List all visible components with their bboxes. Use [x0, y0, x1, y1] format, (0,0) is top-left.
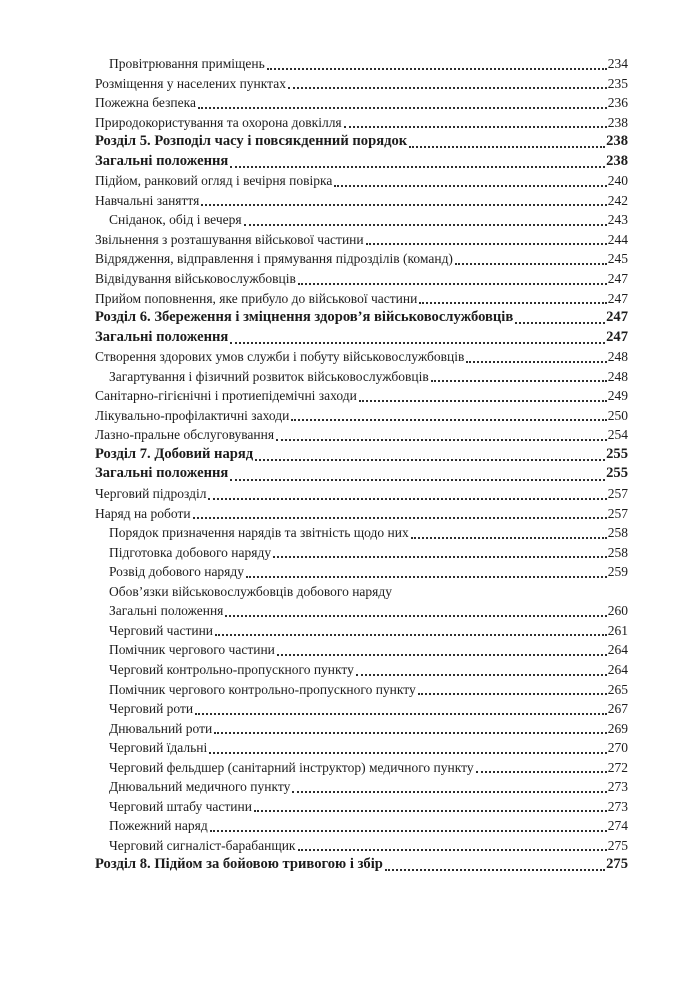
toc-leader-dots: [198, 107, 607, 109]
toc-page-number: 259: [607, 564, 628, 580]
toc-leader-dots: [385, 869, 605, 871]
toc-page-number: 258: [607, 544, 628, 560]
toc-entry: [95, 777, 628, 797]
toc-entry: [95, 249, 628, 269]
toc-entry: [95, 797, 628, 817]
toc-page-number: 254: [607, 427, 628, 443]
toc-page-number: 248: [607, 368, 628, 384]
toc-entry: [95, 758, 628, 778]
toc-entry-label: Розділ 5. Розподіл часу і повсякденний порядок: [95, 133, 408, 150]
toc-entry-label: Відвідування військовослужбовців: [95, 271, 296, 287]
toc-entry: [95, 113, 628, 133]
toc-entry-label: Загальні положення: [95, 465, 229, 482]
toc-entry-label: Звільнення з розташування військової частини: [95, 231, 364, 247]
toc-entry-label: Пожежна безпека: [95, 95, 196, 111]
toc-page-number: 257: [607, 486, 628, 502]
toc-leader-dots: [230, 166, 605, 168]
toc-entry: [95, 269, 628, 289]
toc-entry: [95, 367, 628, 387]
toc-entry: [95, 699, 628, 719]
toc-entry: [95, 836, 628, 856]
toc-entry: [95, 93, 628, 113]
toc-leader-dots: [214, 732, 607, 734]
toc-leader-dots: [298, 283, 607, 285]
toc-leader-dots: [298, 849, 607, 851]
toc-entry-label: Підготовка добового наряду: [109, 544, 272, 560]
toc-leader-dots: [244, 224, 607, 226]
toc-page-number: 247: [606, 309, 628, 326]
toc-leader-dots: [515, 322, 605, 324]
toc-entry: [95, 308, 628, 328]
toc-page-number: 258: [607, 525, 628, 541]
toc-entry-label: Черговий штабу частини: [109, 798, 252, 814]
toc-entry-label: Загартування і фізичний розвиток військовослужбовців: [109, 368, 429, 384]
toc-entry-label: Розділ 8. Підйом за бойовою тривогою і збір: [95, 856, 383, 873]
toc-leader-dots: [230, 342, 605, 344]
toc-entry: [95, 132, 628, 152]
toc-entry: [95, 191, 628, 211]
toc-page-number: 249: [607, 388, 628, 404]
toc-leader-dots: [476, 771, 607, 773]
toc-page-number: 234: [607, 56, 628, 71]
toc-entry: [95, 74, 628, 94]
toc-leader-dots: [455, 263, 607, 265]
toc-entry: [95, 680, 628, 700]
toc-leader-dots: [193, 517, 607, 519]
toc-leader-dots: [409, 146, 605, 148]
toc-entry-label: Наряд на роботи: [95, 505, 191, 521]
toc-page-number: 255: [606, 465, 628, 482]
toc-leader-dots: [215, 634, 607, 636]
toc-entry: [95, 464, 628, 484]
toc-page-number: 265: [607, 681, 628, 697]
toc-entry-label: Черговий фельдшер (санітарний інструктор) медичного пункту: [109, 759, 474, 775]
toc-page-number: 267: [607, 701, 628, 717]
toc-entry-label: Розділ 6. Збереження і зміцнення здоров’я військовослужбовців: [95, 309, 514, 326]
toc-page-number: 238: [606, 133, 628, 150]
toc-entry-label: Створення здорових умов служби і побуту військовослужбовців: [95, 349, 465, 365]
toc-page-number: 274: [607, 818, 628, 834]
toc-entry-label: Пожежний наряд: [109, 818, 208, 834]
toc-entry: [95, 601, 628, 621]
toc-page-number: 248: [607, 349, 628, 365]
toc-entry: [95, 406, 628, 426]
toc-leader-dots: [359, 400, 607, 402]
toc-entry: [95, 152, 628, 172]
toc-entry-label: Санітарно-гігієнічні і протиепідемічні заходи: [95, 388, 357, 404]
toc-leader-dots: [208, 498, 606, 500]
toc-page-number: 260: [607, 603, 628, 619]
toc-leader-dots: [344, 126, 607, 128]
toc-entry-label: Природокористування та охорона довкілля: [95, 114, 342, 130]
toc-leader-dots: [230, 479, 605, 481]
toc-page-number: 247: [607, 290, 628, 306]
toc-page-number: 247: [607, 271, 628, 287]
toc-entry-label: Навчальні заняття: [95, 192, 200, 208]
toc-entry-label: Розділ 7. Добовий наряд: [95, 445, 254, 462]
toc-entry-label: Прийом поповнення, яке прибуло до військової частини: [95, 290, 418, 306]
toc-leader-dots: [201, 204, 606, 206]
toc-entry: [95, 484, 628, 504]
toc-leader-dots: [254, 810, 607, 812]
toc-page-number: 275: [606, 856, 628, 873]
toc-leader-dots: [466, 361, 606, 363]
toc-entry: [95, 855, 628, 875]
toc-page-number: 236: [607, 95, 628, 111]
toc-leader-dots: [255, 459, 605, 461]
toc-entry: [95, 562, 628, 582]
toc-entry: [95, 621, 628, 641]
toc-entry-label: Загальні положення: [109, 603, 224, 619]
toc-page-number: 235: [607, 75, 628, 91]
toc-leader-dots: [246, 576, 607, 578]
toc-leader-dots: [356, 674, 607, 676]
toc-entry: [95, 347, 628, 367]
toc-entry: [95, 386, 628, 406]
toc-leader-dots: [273, 556, 607, 558]
toc-page-number: 261: [607, 622, 628, 638]
toc-entry-label: Підйом, ранковий огляд і вечірня повірка: [95, 173, 333, 189]
toc-leader-dots: [277, 654, 607, 656]
toc-page-number: 243: [607, 212, 628, 228]
toc-entry-label: Порядок призначення нарядів та звітність щодо них: [109, 525, 409, 541]
toc-page-number: 244: [607, 231, 628, 247]
toc-entry: [95, 54, 628, 74]
toc-entry: [95, 543, 628, 563]
toc-page-number: 245: [607, 251, 628, 267]
toc-entry: [95, 719, 628, 739]
toc-entry: [95, 504, 628, 524]
toc-leader-dots: [418, 693, 607, 695]
toc-leader-dots: [366, 243, 607, 245]
toc-leader-dots: [288, 87, 607, 89]
toc-leader-dots: [276, 439, 607, 441]
toc-entry-label: Черговий їдальні: [109, 740, 208, 756]
toc-page-number: 264: [607, 642, 628, 658]
toc-entry-label: Днювальний роти: [109, 720, 213, 736]
toc-leader-dots: [419, 302, 606, 304]
toc-leader-dots: [209, 752, 606, 754]
toc-entry: [95, 171, 628, 191]
toc-entry-label: Черговий частини: [109, 622, 214, 638]
toc-page-number: 238: [607, 114, 628, 130]
toc-entry: [95, 640, 628, 660]
toc-leader-dots: [431, 380, 607, 382]
toc-page-number: 275: [607, 837, 628, 853]
toc-entry: [95, 328, 628, 348]
toc-entry-label: Черговий підрозділ: [95, 486, 207, 502]
toc-page-number: 247: [606, 328, 628, 345]
toc-entry-label: Загальні положення: [95, 328, 229, 345]
toc-page-number: 240: [607, 173, 628, 189]
toc-entry-label: Лікувально-профілактичні заходи: [95, 407, 290, 423]
toc-leader-dots: [334, 185, 606, 187]
toc-entry: [95, 660, 628, 680]
toc-entry: [95, 289, 628, 309]
toc-entry-label: Відрядження, відправлення і прямування підрозділів (команд): [95, 251, 453, 267]
toc-entry: [95, 210, 628, 230]
toc-leader-dots: [411, 537, 607, 539]
toc-entry-label: Днювальний медичного пункту: [109, 779, 291, 795]
toc-leader-dots: [292, 791, 606, 793]
toc-entry-label: Черговий роти: [109, 701, 194, 717]
toc-entry: [95, 230, 628, 250]
toc-page-number: 238: [606, 152, 628, 169]
toc-page-number: 250: [607, 407, 628, 423]
toc-page-number: 273: [607, 798, 628, 814]
toc-entry: [95, 445, 628, 465]
toc-entry: [95, 816, 628, 836]
toc-leader-dots: [210, 830, 607, 832]
toc-page-number: 264: [607, 661, 628, 677]
toc-page-number: 255: [606, 445, 628, 462]
toc-entry-label: Обов’язки військовослужбовців добового наряду: [109, 583, 392, 599]
toc-leader-dots: [225, 615, 606, 617]
toc-entry-label: Помічник чергового контрольно-пропускного пункту: [109, 681, 416, 697]
toc-leader-dots: [291, 419, 606, 421]
toc-leader-dots: [267, 68, 607, 70]
toc-entry-label: Черговий сигналіст-барабанщик: [109, 837, 296, 853]
table-of-contents: [95, 54, 628, 875]
toc-page-number: 242: [607, 192, 628, 208]
toc-entry-label: Загальні положення: [95, 152, 229, 169]
toc-entry: [95, 738, 628, 758]
toc-entry: [95, 523, 628, 543]
toc-page-number: 273: [607, 779, 628, 795]
toc-entry: [95, 582, 628, 602]
toc-page-number: 257: [607, 505, 628, 521]
toc-entry-label: Сніданок, обід і вечеря: [109, 212, 242, 228]
toc-entry-label: Розвід добового наряду: [109, 564, 245, 580]
toc-entry-label: Черговий контрольно-пропускного пункту: [109, 661, 354, 677]
toc-leader-dots: [195, 713, 607, 715]
toc-page-number: 269: [607, 720, 628, 736]
toc-entry: [95, 425, 628, 445]
toc-page-number: 272: [607, 759, 628, 775]
toc-page-number: 270: [607, 740, 628, 756]
toc-entry-label: Розміщення у населених пунктах: [95, 75, 286, 91]
toc-entry-label: Лазно-пральне обслуговування: [95, 427, 275, 443]
toc-entry-label: Провітрювання приміщень: [109, 56, 265, 71]
toc-entry-label: Помічник чергового частини: [109, 642, 275, 658]
